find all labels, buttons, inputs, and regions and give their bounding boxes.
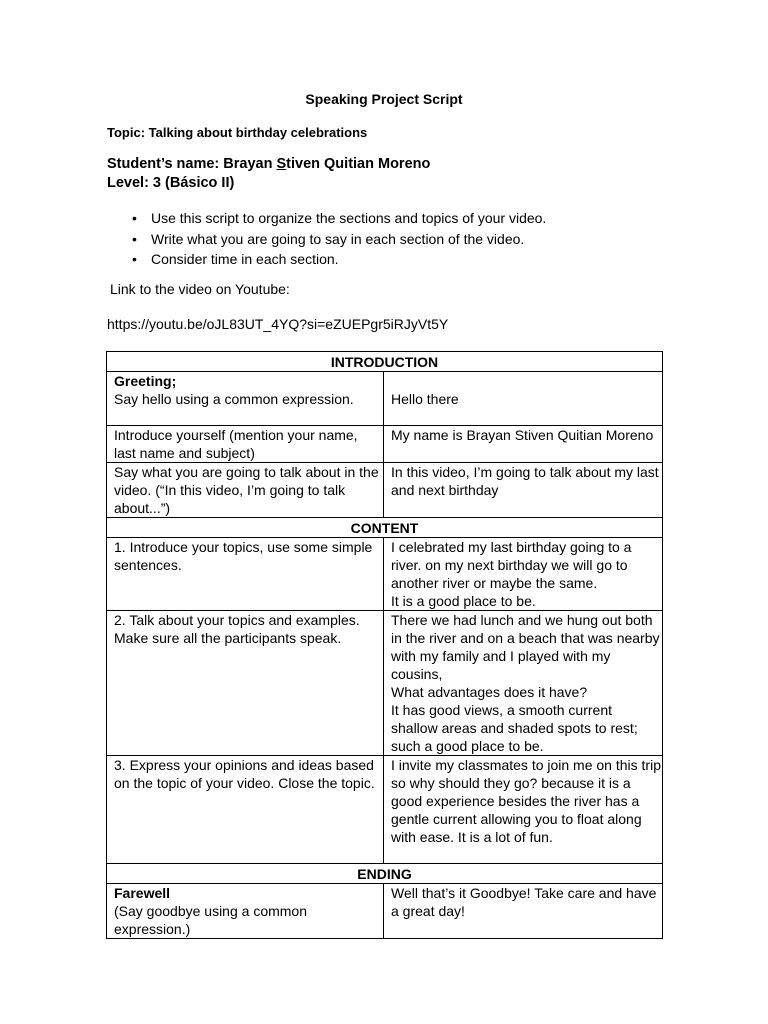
ending-heading: ENDING [107, 864, 663, 884]
answer-cell: I celebrated my last birthday going to a river. on my next birthday we will go to another river or maybe the same. It is a good place to be. [384, 538, 663, 611]
table-row [107, 538, 663, 611]
table-row [107, 372, 663, 426]
student-info [107, 155, 430, 193]
introduction-heading: INTRODUCTION [107, 352, 663, 372]
prompt-cell: 2. Talk about your topics and examples. Make sure all the participants speak. [107, 611, 384, 756]
list-item: • Consider time in each section. [107, 249, 546, 270]
answer-cell: I invite my classmates to join me on this trip so why should they go? because it is a good experience besides the river has a gentle current allowing you to float along with ease. It is a lot of fun. [384, 756, 663, 864]
section-header-row [107, 352, 663, 372]
document-title: Speaking Project Script [305, 91, 463, 107]
prompt-cell: 1. Introduce your topics, use some simple sentences. [107, 538, 384, 611]
answer-cell: My name is Brayan Stiven Quitian Moreno [384, 426, 663, 463]
table-row [107, 756, 663, 864]
section-header-row [107, 518, 663, 538]
topic-line: Topic: Talking about birthday celebrations [107, 125, 368, 140]
script-table [106, 351, 663, 939]
table-row [107, 611, 663, 756]
video-link-url[interactable]: https://youtu.be/oJL83UT_4YQ?si=eZUEPgr5iRJyVt5Y [107, 316, 449, 332]
instruction-list [107, 208, 546, 270]
table-row [107, 884, 663, 939]
student-name: Student’s name: Brayan Stiven Quitian Moreno [107, 156, 431, 172]
list-item: • Use this script to organize the sections and topics of your video. [107, 208, 546, 229]
prompt-cell: Say what you are going to talk about in the video. (“In this video, I’m going to talk about...”) [107, 463, 384, 518]
answer-cell: Well that’s it Goodbye! Take care and have a great day! [384, 884, 663, 939]
video-link-label: Link to the video on Youtube: [110, 281, 290, 297]
answer-cell: Hello there [384, 372, 663, 426]
prompt-cell: Farewell (Say goodbye using a common expression.) [107, 884, 384, 939]
list-item: • Write what you are going to say in each section of the video. [107, 229, 546, 250]
prompt-cell: Greeting; Say hello using a common expression. [107, 372, 384, 426]
answer-cell: There we had lunch and we hung out both in the river and on a beach that was nearby with my family and I played with my cousins, What advantages does it have? It has good views, a smooth current shallow areas and shaded spots to rest; such a good place to be. [384, 611, 663, 756]
table-row [107, 426, 663, 463]
answer-cell: In this video, I’m going to talk about my last and next birthday [384, 463, 663, 518]
prompt-cell: 3. Express your opinions and ideas based on the topic of your video. Close the topic. [107, 756, 384, 864]
table-row [107, 463, 663, 518]
content-heading: CONTENT [107, 518, 663, 538]
section-header-row [107, 864, 663, 884]
student-level: Level: 3 (Básico II) [107, 175, 235, 191]
prompt-cell: Introduce yourself (mention your name, last name and subject) [107, 426, 384, 463]
